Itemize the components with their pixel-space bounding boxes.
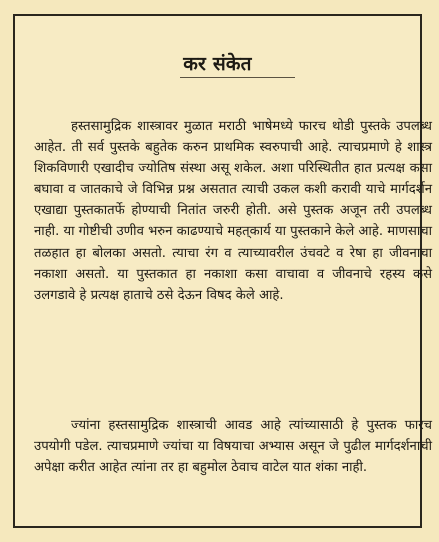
title-underline	[180, 77, 295, 78]
description-paragraph-1: हस्तसामुद्रिक शास्त्रावर मुळात मराठी भाषेमध्ये फारच थोडी पुस्तके उपलब्ध आहेत. ती सर्व पुस्तके बहुतेक करुन प्राथमिक स्वरुपाची आहे. त्याचप्रमाणे हे शास्त्र शिकविणारी एखादीच ज्योतिष संस्था असू शकेल. अशा परिस्थितीत हात प्रत्यक्ष कसा बघावा व जातकाचे जे विभिन्न प्रश्न असतात त्याची उकल कशी करावी याचे मार्गदर्शन एखाद्या पुस्तकातर्फे होण्याची नितांत जरुरी होती. असे पुस्तक अजून तरी उपलब्ध नाही. या गोष्टीची उणीव भरुन काढण्याचे महत्‌कार्य या पुस्तकाने केले आहे. माणसाचा तळहात हा बोलका असतो. त्याचा रंग व त्याच्यावरील उंचवटे व रेषा हा जीवनाचा नकाशा असतो. या पुस्तकात हा नकाशा कसा वाचावा व जीवनाचे रहस्य कसे उलगडावे हे प्रत्यक्ष हाताचे ठसे देऊन विषद केले आहे.	[34, 119, 432, 303]
document-title: कर संकेत	[183, 53, 252, 75]
text-frame	[13, 14, 432, 528]
description-paragraph-2: ज्यांना हस्तसामुद्रिक शास्त्राची आवड आहे त्यांच्यासाठी हे पुस्तक फारच उपयोगी पडेल. त्याचप्रमाणे ज्यांचा या विषयाचा अभ्यास असून जे पुढील मार्गदर्शनाची अपेक्षा करीत आहेत त्यांना तर हा बहुमोल ठेवाच वाटेल यात शंका नाही.	[34, 418, 432, 476]
